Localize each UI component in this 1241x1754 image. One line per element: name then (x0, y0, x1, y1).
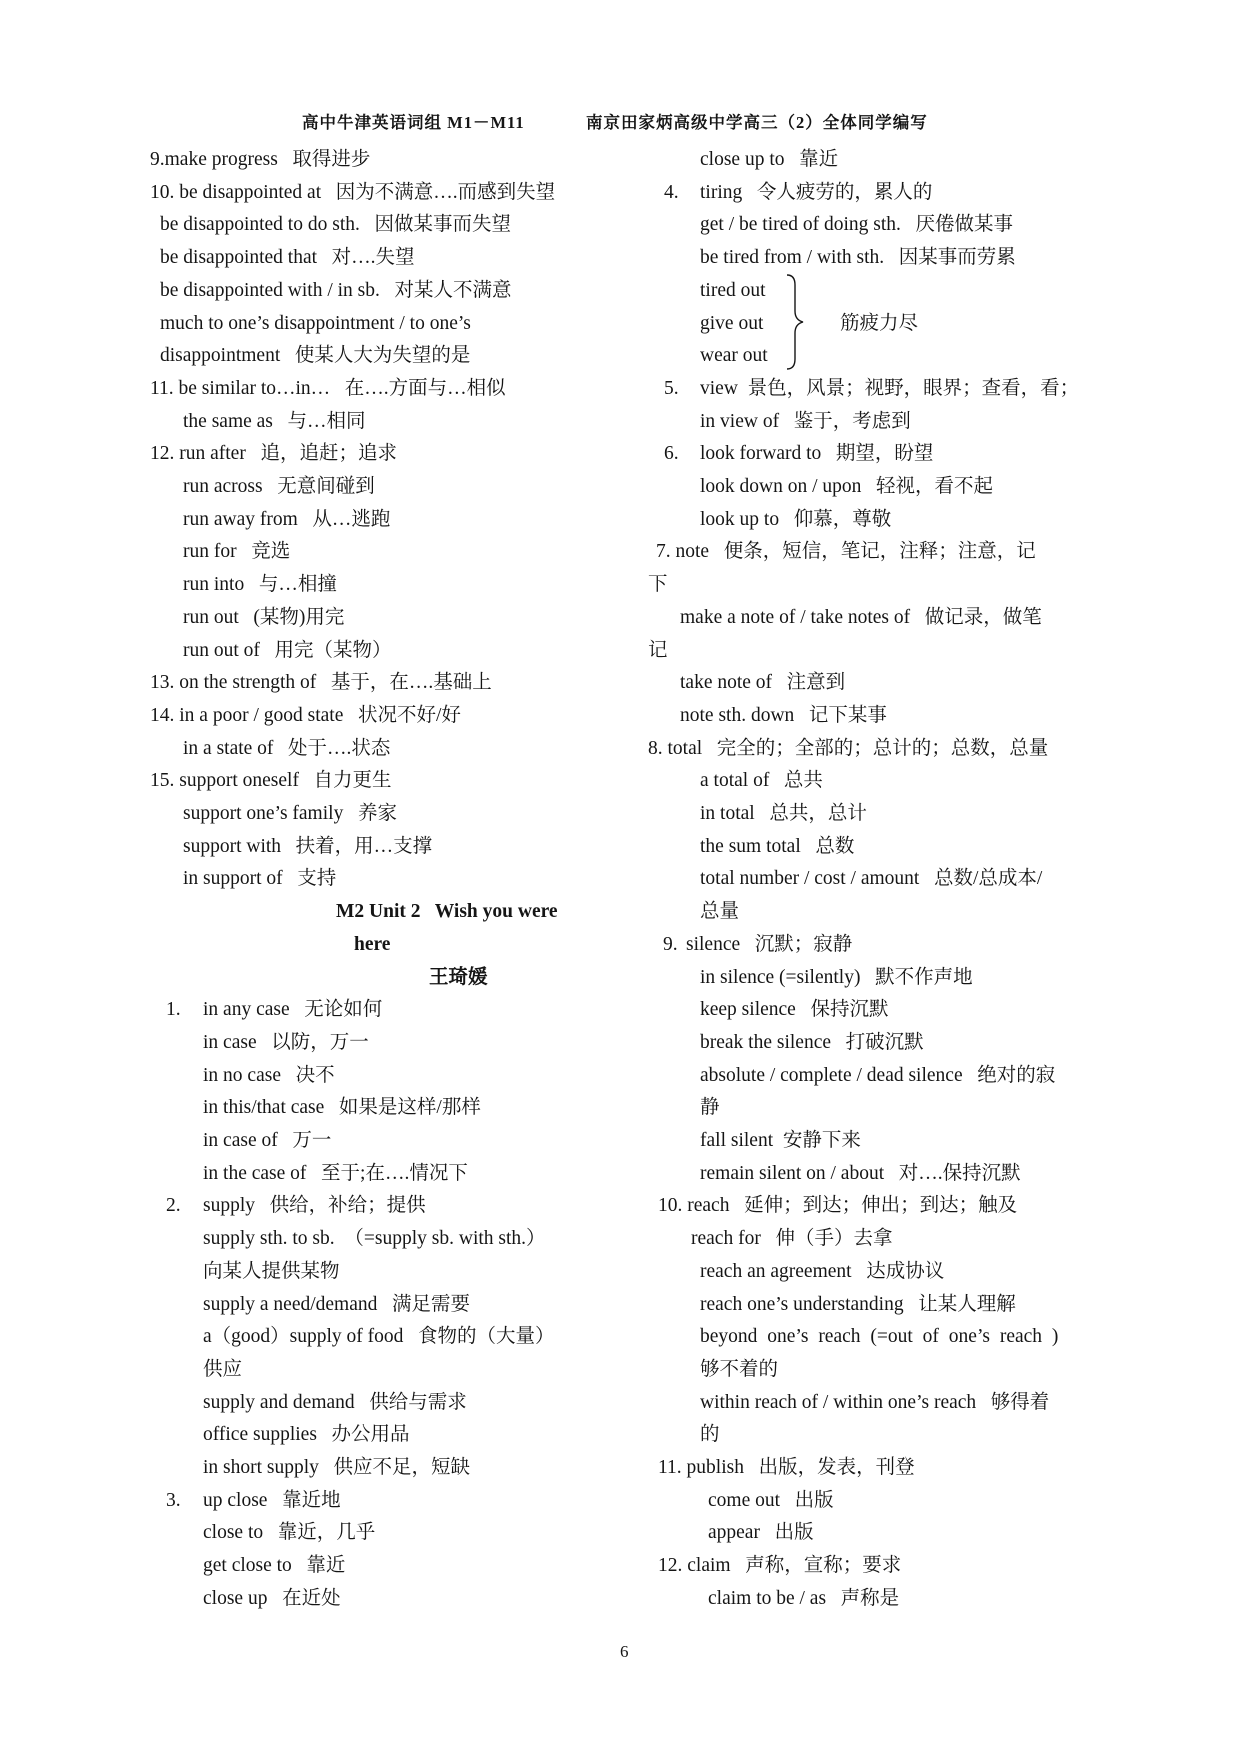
entry-line: reach an agreement 达成协议 (700, 1261, 945, 1282)
entry-line: view 景色，风景；视野，眼界；查看，看； (700, 378, 1080, 399)
entry-line: 12. run after 追，追赶；追求 (150, 443, 397, 464)
item-number: 9. (663, 934, 678, 955)
entry-line: claim to be / as 声称是 (708, 1588, 900, 1609)
entry-line: up close 靠近地 (203, 1490, 341, 1511)
entry-line: office supplies 办公用品 (203, 1424, 410, 1445)
entry-line: reach one’s understanding 让某人理解 (700, 1294, 1016, 1315)
entry-line: 供应 (203, 1359, 243, 1380)
entry-line: in case of 万一 (203, 1130, 332, 1151)
entry-line: total number / cost / amount 总数/总成本/ (700, 868, 1043, 889)
entry-line: in silence (=silently) 默不作声地 (700, 967, 973, 988)
entry-line: appear 出版 (708, 1522, 814, 1543)
entry-line: 够不着的 (700, 1359, 779, 1380)
item-number: 3. (166, 1490, 181, 1511)
entry-line: in view of 鉴于，考虑到 (700, 411, 911, 432)
entry-line: run into 与…相撞 (183, 574, 337, 595)
header-title: 高中牛津英语词组 M1－M11 (302, 113, 525, 132)
entry-line: in support of 支持 (183, 868, 337, 889)
entry-line: come out 出版 (708, 1490, 834, 1511)
entry-line: 静 (700, 1097, 720, 1118)
entry-line: get / be tired of doing sth. 厌倦做某事 (700, 214, 1014, 235)
entry-line: 14. in a poor / good state 状况不好/好 (150, 705, 461, 726)
entry-line: reach for 伸（手）去拿 (691, 1228, 893, 1249)
entry-line: keep silence 保持沉默 (700, 999, 889, 1020)
entry-line: support one’s family 养家 (183, 803, 397, 824)
entry-line: close up 在近处 (203, 1588, 341, 1609)
entry-line: in total 总共，总计 (700, 803, 867, 824)
entry-line: run out (某物)用完 (183, 607, 345, 628)
item-number: 6. (664, 443, 679, 464)
entry-line: 8. total 完全的；全部的；总计的；总数，总量 (648, 738, 1049, 759)
entry-line: supply and demand 供给与需求 (203, 1392, 467, 1413)
curly-brace-icon (784, 273, 806, 371)
entry-line: support with 扶着，用…支撑 (183, 836, 433, 857)
entry-line: absolute / complete / dead silence 绝对的寂 (700, 1065, 1056, 1086)
entry-line: 下 (648, 574, 668, 595)
entry-line: take note of 注意到 (680, 672, 846, 693)
entry-line: close up to 靠近 (700, 149, 839, 170)
entry-line: in case 以防，万一 (203, 1032, 369, 1053)
entry-line: 12. claim 声称，宣称；要求 (658, 1555, 902, 1576)
entry-line: in the case of 至于;在….情况下 (203, 1163, 468, 1184)
entry-line: look forward to 期望，盼望 (700, 443, 934, 464)
entry-line: tired out (700, 280, 766, 301)
item-number: 2. (166, 1195, 181, 1216)
entry-line: be disappointed to do sth. 因做某事而失望 (160, 214, 511, 235)
section-title: M2 Unit 2 Wish you were (336, 901, 558, 922)
entry-line: note sth. down 记下某事 (680, 705, 887, 726)
entry-line: a（good）supply of food 食物的（大量） (203, 1326, 555, 1347)
entry-line: disappointment 使某人大为失望的是 (160, 345, 471, 366)
entry-line: supply 供给，补给；提供 (203, 1195, 426, 1216)
entry-line: 11. publish 出版，发表，刊登 (658, 1457, 915, 1478)
header-authors: 南京田家炳高级中学高三（2）全体同学编写 (586, 113, 928, 132)
entry-line: 总量 (700, 901, 740, 922)
entry-line: tiring 令人疲劳的，累人的 (700, 182, 933, 203)
entry-line: a total of 总共 (700, 770, 823, 791)
entry-line: 7. note 便条，短信，笔记，注释；注意，记 (656, 541, 1036, 562)
entry-line: run away from 从…逃跑 (183, 509, 391, 530)
entry-line: supply sth. to sb. （=supply sb. with sth.） (203, 1228, 546, 1249)
entry-line: 的 (700, 1424, 720, 1445)
section-author: 王琦媛 (429, 967, 488, 988)
entry-line: run for 竞选 (183, 541, 291, 562)
entry-line: get close to 靠近 (203, 1555, 346, 1576)
entry-line: the sum total 总数 (700, 836, 855, 857)
entry-line: silence 沉默；寂静 (686, 934, 853, 955)
entry-line: the same as 与…相同 (183, 411, 366, 432)
entry-line: give out (700, 313, 764, 334)
entry-line: within reach of / within one’s reach 够得着 (700, 1392, 1050, 1413)
entry-line: in any case 无论如何 (203, 999, 383, 1020)
entry-line: break the silence 打破沉默 (700, 1032, 924, 1053)
entry-line: be disappointed with / in sb. 对某人不满意 (160, 280, 512, 301)
entry-line: look down on / upon 轻视，看不起 (700, 476, 994, 497)
entry-line: make a note of / take notes of 做记录，做笔 (680, 607, 1042, 628)
item-number: 1. (166, 999, 181, 1020)
entry-line: in a state of 处于….状态 (183, 738, 391, 759)
entry-line: run across 无意间碰到 (183, 476, 375, 497)
entry-line: supply a need/demand 满足需要 (203, 1294, 470, 1315)
entry-line: 13. on the strength of 基于，在….基础上 (150, 672, 492, 693)
page-number: 6 (620, 1642, 629, 1661)
entry-line: 9.make progress 取得进步 (150, 149, 371, 170)
entry-line: be tired from / with sth. 因某事而劳累 (700, 247, 1016, 268)
entry-line: in short supply 供应不足，短缺 (203, 1457, 471, 1478)
section-title-continued: here (354, 934, 391, 955)
entry-line: much to one’s disappointment / to one’s (160, 313, 471, 334)
entry-line: run out of 用完（某物） (183, 640, 392, 661)
entry-line: 11. be similar to…in… 在….方面与…相似 (150, 378, 506, 399)
entry-line: fall silent 安静下来 (700, 1130, 861, 1151)
entry-line: be disappointed that 对….失望 (160, 247, 415, 268)
entry-line: 筋疲力尽 (840, 313, 919, 334)
entry-line: in no case 决不 (203, 1065, 335, 1086)
item-number: 4. (664, 182, 679, 203)
entry-line: in this/that case 如果是这样/那样 (203, 1097, 481, 1118)
entry-line: 15. support oneself 自力更生 (150, 770, 392, 791)
item-number: 5. (664, 378, 679, 399)
entry-line: 向某人提供某物 (203, 1261, 340, 1282)
entry-line: remain silent on / about 对….保持沉默 (700, 1163, 1021, 1184)
entry-line: wear out (700, 345, 768, 366)
entry-line: beyond one’s reach (=out of one’s reach ) (700, 1326, 1059, 1347)
entry-line: 10. reach 延伸；到达；伸出；到达；触及 (658, 1195, 1018, 1216)
entry-line: 10. be disappointed at 因为不满意….而感到失望 (150, 182, 556, 203)
entry-line: look up to 仰慕，尊敬 (700, 509, 892, 530)
entry-line: 记 (648, 640, 668, 661)
entry-line: close to 靠近，几乎 (203, 1522, 376, 1543)
